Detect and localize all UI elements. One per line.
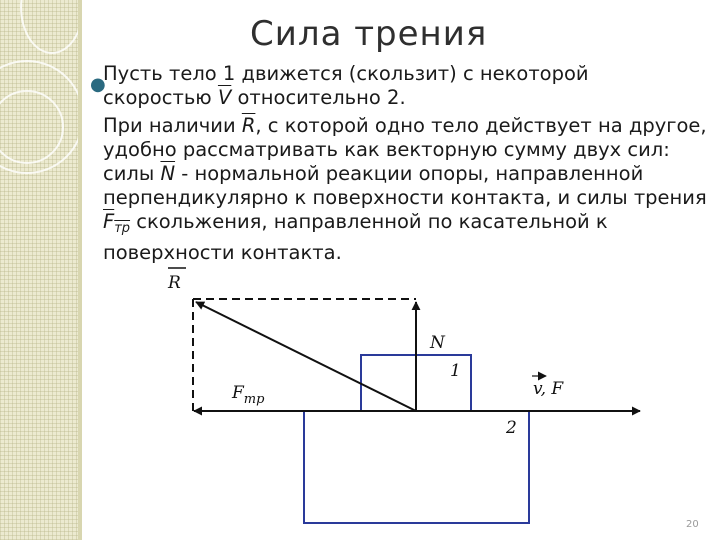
p1-text-end: относительно 2. (231, 86, 406, 109)
p2-text-1: При наличии (103, 114, 242, 137)
p1-text-start: Пусть тело 1 движется (скользит) с некоторой скоростью (103, 62, 589, 109)
slide-title: Сила трения (250, 14, 488, 54)
diagram-label-velocity-force: v, F (533, 379, 564, 399)
diagram-label-friction-letter: F (232, 383, 244, 403)
p2-text-2: , с которой одно тело действует на другое, удобно рассматривать как векторную сумму двух сил: силы (103, 114, 707, 185)
p2-text-4: скольжения, направленной по касательной к поверхности контакта. (103, 210, 608, 264)
diagram-label-friction-sub: тр (243, 392, 265, 407)
bullet-icon: ● (90, 74, 106, 95)
reaction-force-symbol: $\overline{R}$ (241, 114, 256, 137)
diagram-label-body-1: 1 (450, 361, 461, 381)
resultant-force-arrow (196, 302, 416, 411)
diagram-label-N: N (430, 333, 445, 353)
diagram-label-body-2: 2 (506, 418, 517, 438)
body-2-block (304, 411, 529, 523)
friction-force-subscript: тр (114, 221, 131, 236)
diagram-label-friction (231, 383, 265, 407)
p2-text-3: - нормальной реакции опоры, направленной перпендикулярно к поверхности контакта, и силы трения (103, 162, 707, 209)
page-number: 20 (686, 519, 699, 530)
velocity-symbol: $\overline{V}$ (217, 86, 232, 109)
normal-force-symbol: $\overline{N}$ (160, 162, 176, 185)
diagram-label-R: R (168, 273, 181, 293)
friction-force-letter: F (103, 210, 115, 233)
